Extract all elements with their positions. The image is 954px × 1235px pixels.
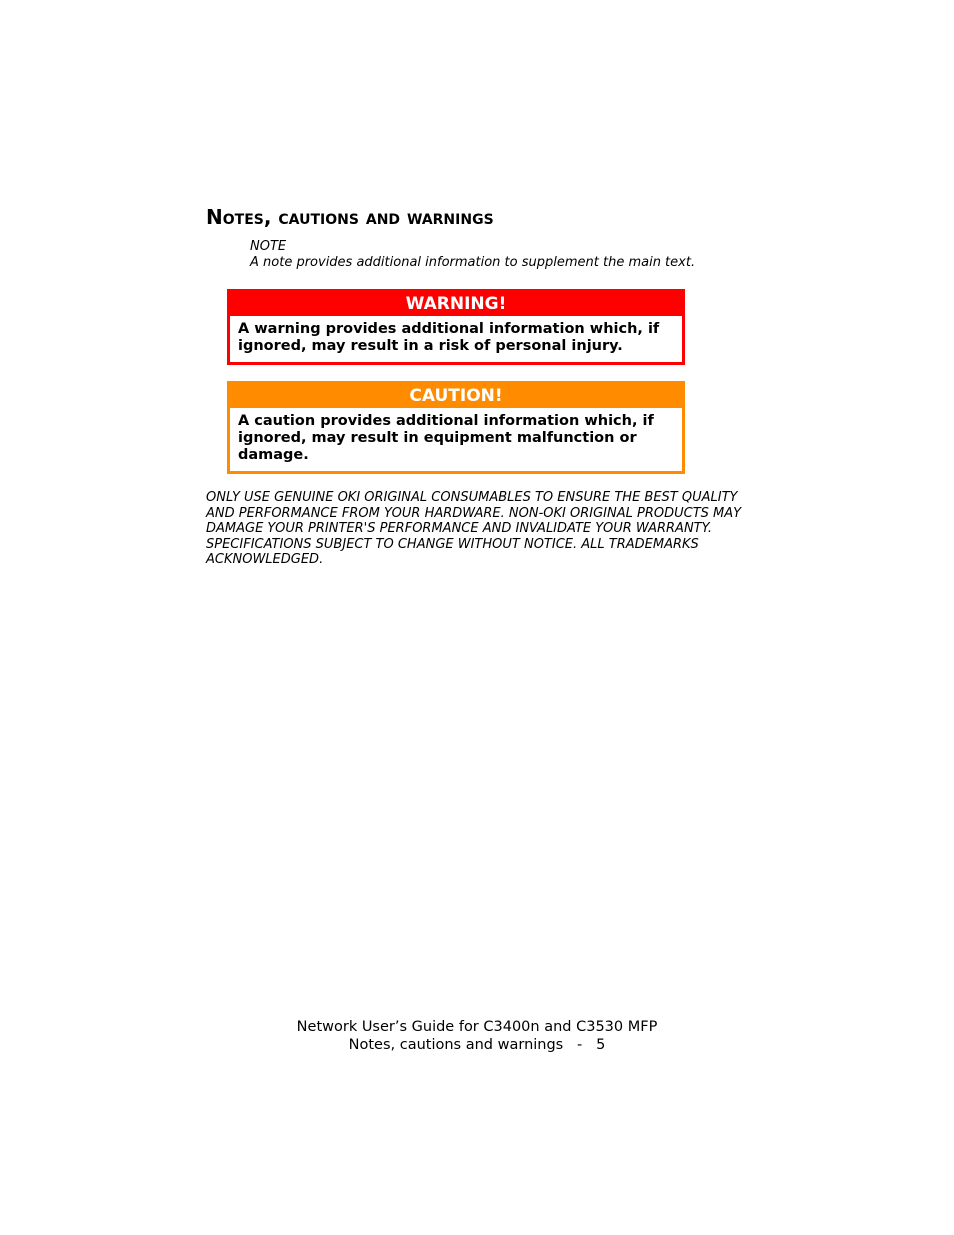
- caution-title: CAUTION!: [230, 384, 682, 408]
- warning-line: ignored, may result in a risk of personal injury.: [238, 338, 623, 354]
- disclaimer-line: AND PERFORMANCE FROM YOUR HARDWARE. NON-OKI ORIGINAL PRODUCTS MAY: [206, 505, 742, 521]
- disclaimer: [206, 490, 766, 568]
- section-heading: Notes, cautions and warnings: [206, 205, 494, 229]
- disclaimer-line: SPECIFICATIONS SUBJECT TO CHANGE WITHOUT NOTICE. ALL TRADEMARKS: [206, 536, 699, 552]
- footer-section-page: Notes, cautions and warnings - 5: [348, 1036, 606, 1053]
- page-footer: [0, 1019, 954, 1054]
- caution-line: A caution provides additional information which, if: [238, 413, 654, 429]
- footer-guide-title: Network User’s Guide for C3400n and C3530 MFP: [296, 1019, 658, 1035]
- disclaimer-line: ONLY USE GENUINE OKI ORIGINAL CONSUMABLES TO ENSURE THE BEST QUALITY: [206, 490, 738, 505]
- warning-body: [230, 316, 682, 362]
- disclaimer-line: DAMAGE YOUR PRINTER'S PERFORMANCE AND INVALIDATE YOUR WARRANTY.: [206, 521, 713, 537]
- warning-box: [227, 289, 685, 365]
- note-block: [250, 239, 695, 271]
- note-label: NOTE: [250, 239, 287, 254]
- disclaimer-line: ACKNOWLEDGED.: [206, 552, 324, 568]
- caution-box: [227, 381, 685, 474]
- caution-line: ignored, may result in equipment malfunction or: [238, 430, 637, 446]
- caution-body: [230, 408, 682, 471]
- caution-line: damage.: [238, 447, 309, 463]
- note-text: A note provides additional information to supplement the main text.: [250, 255, 696, 270]
- warning-line: A warning provides additional information which, if: [238, 321, 660, 337]
- warning-title: WARNING!: [230, 292, 682, 316]
